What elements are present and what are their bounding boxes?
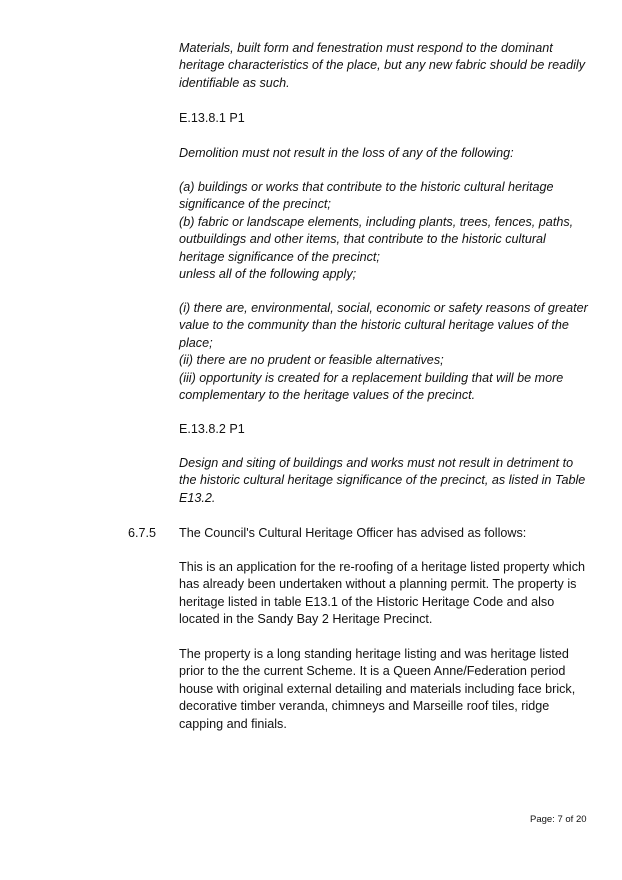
list-item-a: (a) buildings or works that contribute to the historic cultural heritage significance of the precinct; — [179, 180, 554, 212]
conditions-list — [179, 300, 589, 404]
officer-paragraph-1: This is an application for the re-roofing of a heritage listed property which has already been undertaken without a planning permit. The property is heritage listed in table E13.1 of the Historic Heritage Code and also located in the Sandy Bay 2 Heritage Precinct. — [179, 560, 586, 627]
demolition-list — [179, 179, 589, 283]
quote-demolition: Demolition must not result in the loss of any of the following: — [179, 146, 514, 160]
list-item-i: (i) there are, environmental, social, economic or safety reasons of greater value to the community than the historic cultural heritage values of the place; — [179, 301, 588, 350]
clause-e13-8-1-p1: E.13.8.1 P1 — [179, 111, 245, 125]
list-item-b: (b) fabric or landscape elements, including plants, trees, fences, paths, outbuildings and other items, that contribute to the historic cultural heritage significance of the precinct; — [179, 214, 574, 264]
quote-design-siting: Design and siting of buildings and works must not result in detriment to the historic cultural heritage significance of the precinct, as listed in Table E13.2. — [179, 456, 586, 505]
section-heading: The Council's Cultural Heritage Officer has advised as follows: — [179, 526, 527, 540]
list-item-unless: unless all of the following apply; — [179, 267, 357, 282]
list-item-ii: (ii) there are no prudent or feasible alternatives; — [179, 353, 444, 368]
quote-materials: Materials, built form and fenestration must respond to the dominant heritage characteristics of the place, but any new fabric should be readily identifiable as such. — [179, 41, 586, 90]
page-number: Page: 7 of 20 — [530, 814, 587, 825]
list-item-iii: (iii) opportunity is created for a replacement building that will be more complementary to the heritage values of the precinct. — [179, 370, 564, 403]
section-number: 6.7.5 — [128, 526, 157, 540]
officer-paragraph-2: The property is a long standing heritage listing and was heritage listed prior to the the current Scheme. It is a Queen Anne/Federation period house with original external detailing and materials including face brick, decorative timber veranda, chimneys and Marseille roof tiles, ridge capping and finials. — [179, 647, 576, 731]
clause-e13-8-2-p1: E.13.8.2 P1 — [179, 422, 245, 436]
